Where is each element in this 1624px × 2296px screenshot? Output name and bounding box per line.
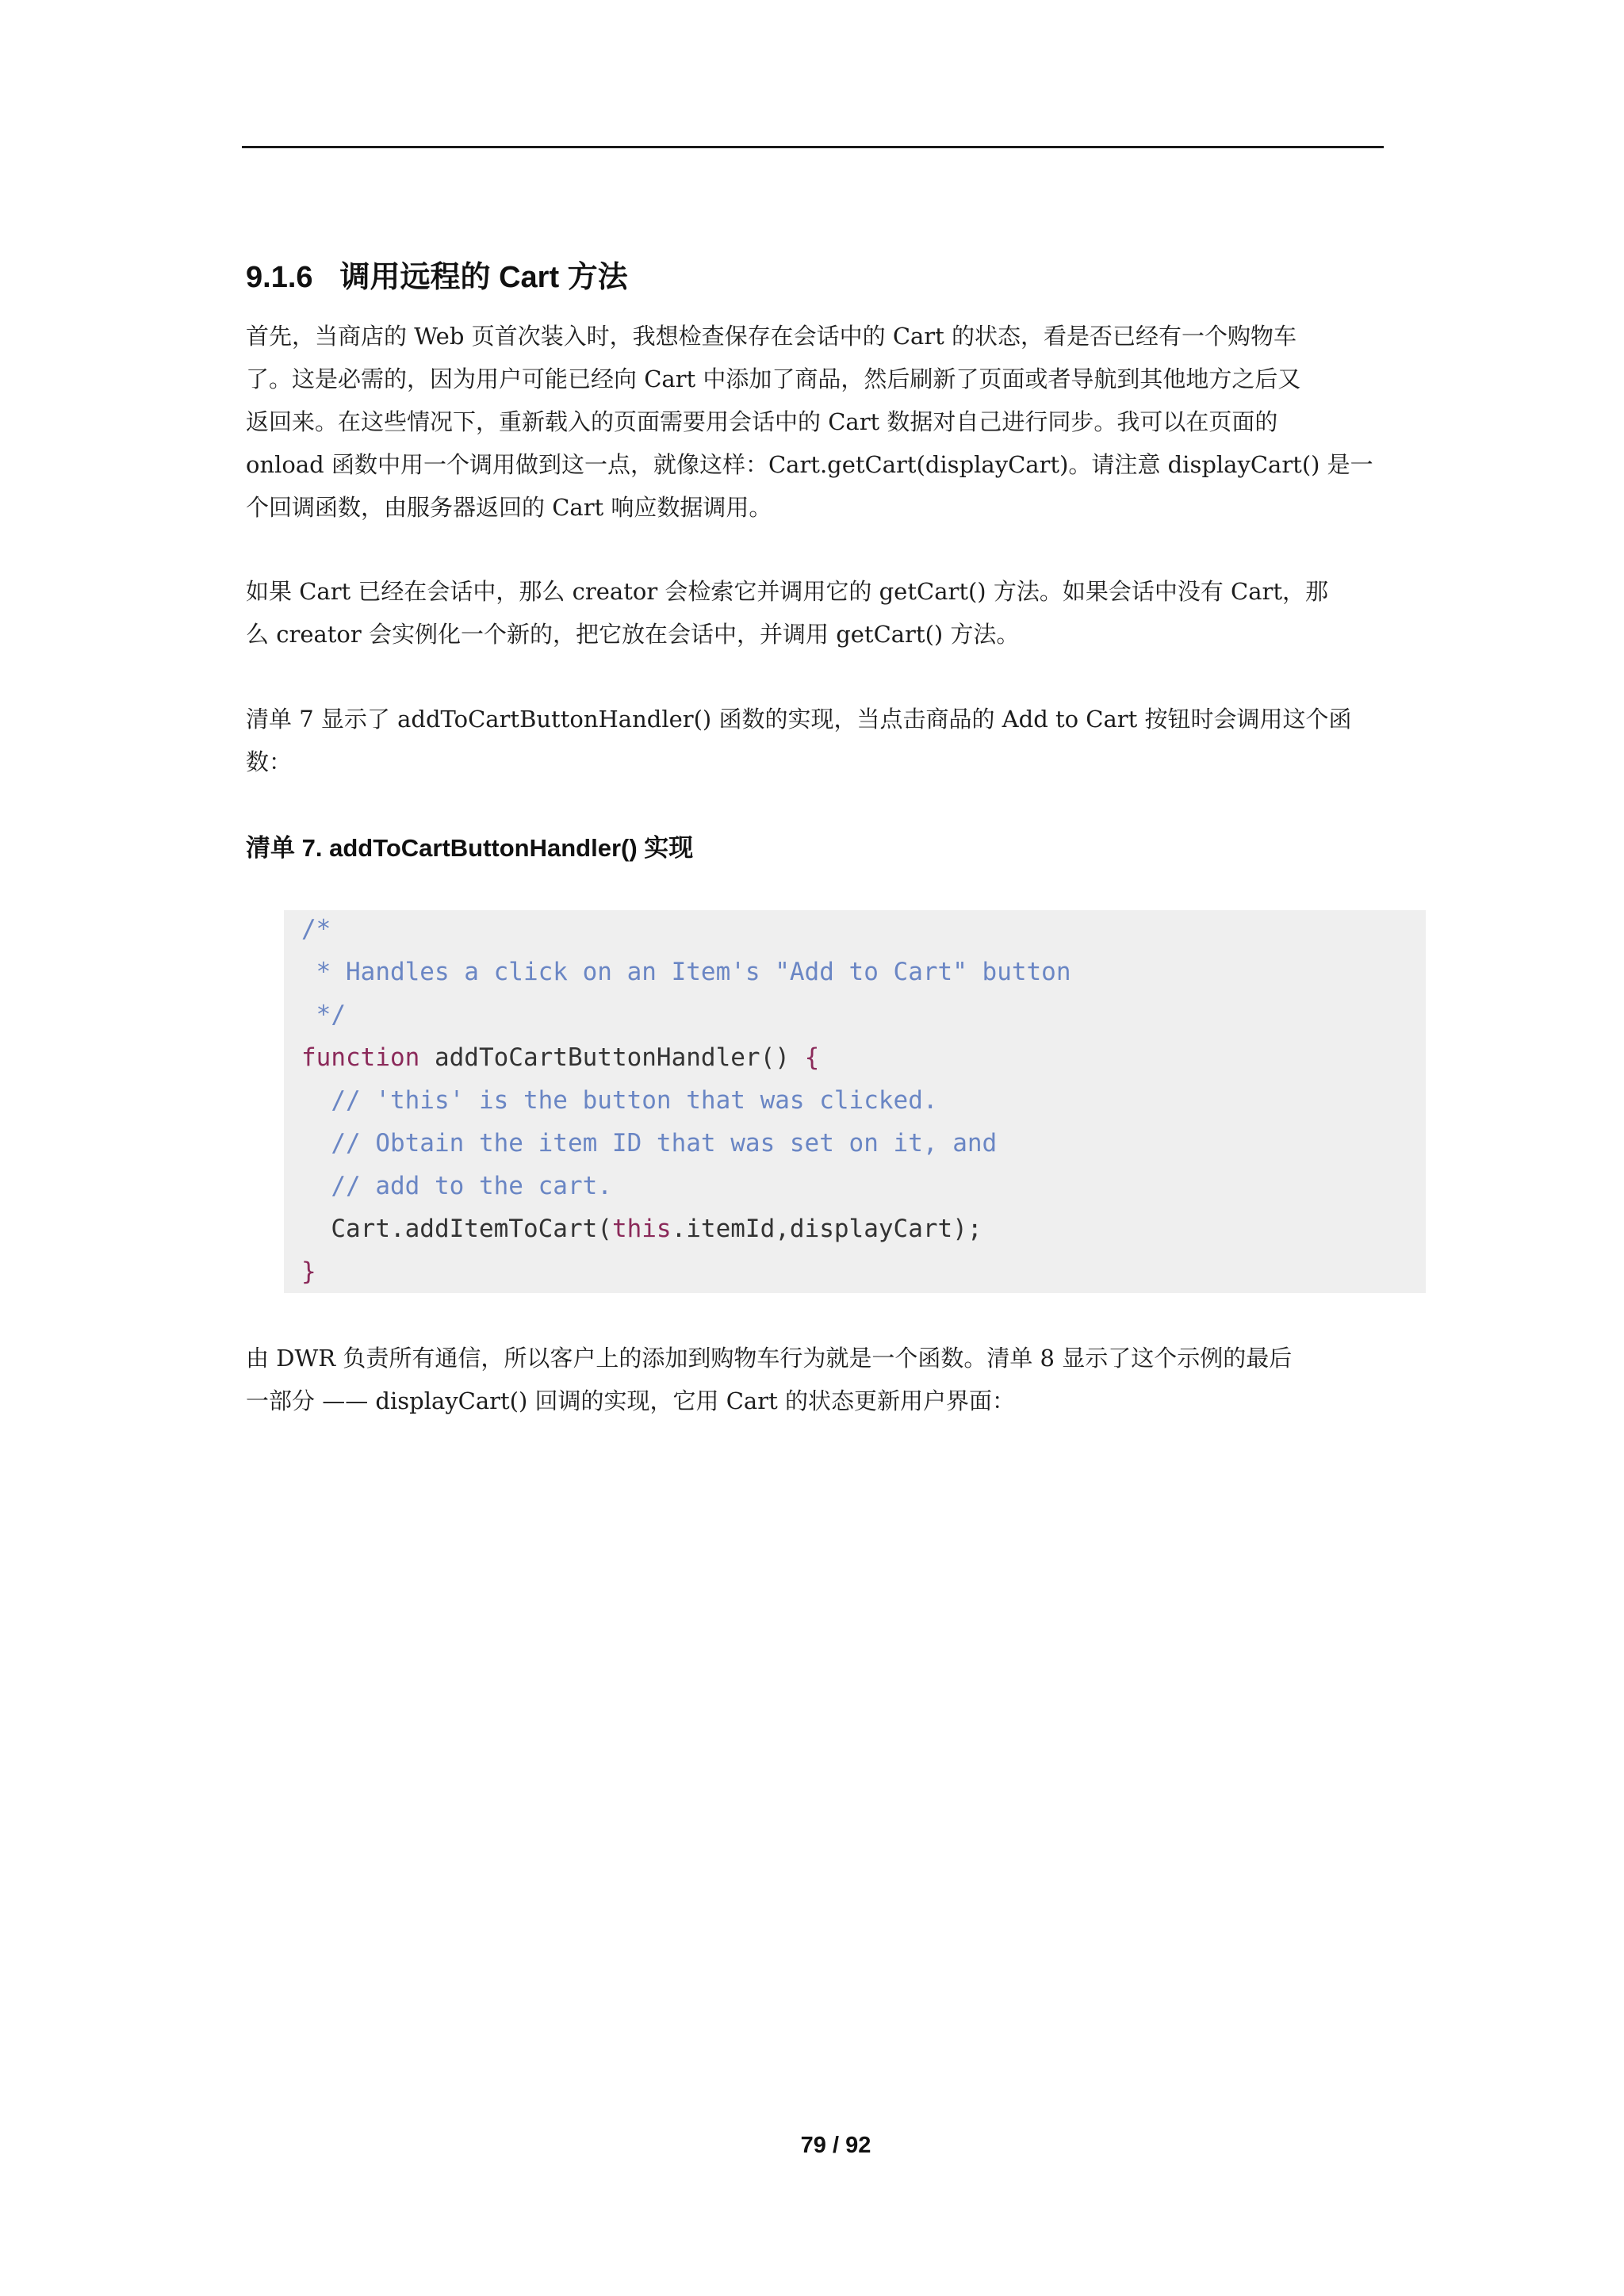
code-keyword: this (611, 1215, 672, 1243)
paragraph-line: 首先，当商店的 Web 页首次装入时，我想检查保存在会话中的 Cart 的状态，看是否已经有一个购物车 (246, 323, 1297, 350)
code-line: // add to the cart. (301, 1172, 612, 1200)
code-function-name: addToCartButtonHandler() (419, 1043, 805, 1072)
paragraph-line: 清单 7 显示了 addToCartButtonHandler() 函数的实现，当点击商品的 Add to Cart 按钮时会调用这个函 (246, 706, 1352, 733)
paragraph-line: 么 creator 会实例化一个新的，把它放在会话中，并调用 getCart() 方法。 (246, 621, 1020, 648)
code-line: * Handles a click on an Item's "Add to Cart" button (301, 958, 1071, 986)
header-rule (242, 146, 1384, 148)
code-line: // Obtain the item ID that was set on it, and (301, 1129, 998, 1158)
paragraph-line: 了。这是必需的，因为用户可能已经向 Cart 中添加了商品，然后刷新了页面或者导航到其他地方之后又 (246, 365, 1301, 392)
section-title: 调用远程的 Cart 方法 (339, 261, 628, 294)
paragraph-line: onload 函数中用一个调用做到这一点，就像这样：Cart.getCart(displayCart)。请注意 displayCart() 是一 (246, 451, 1373, 478)
section-number: 9.1.6 (246, 261, 313, 294)
page-number: 79 / 92 (800, 2133, 871, 2158)
code-brace: { (804, 1043, 820, 1072)
listing-title: 清单 7. addToCartButtonHandler() 实现 (246, 834, 694, 862)
code-line (301, 1042, 819, 1073)
code-call-args: .itemId,displayCart); (671, 1215, 982, 1243)
paragraph-line: 由 DWR 负责所有通信，所以客户上的添加到购物车行为就是一个函数。清单 8 显示了这个示例的最后 (246, 1345, 1293, 1372)
section-heading (246, 252, 628, 296)
code-listing (284, 910, 1426, 1293)
code-keyword: function (301, 1043, 420, 1072)
paragraph-line: 一部分 —— displayCart() 回调的实现，它用 Cart 的状态更新用户界面： (246, 1387, 1015, 1414)
paragraph-dwr (246, 1337, 1380, 1422)
paragraph-line: 个回调函数，由服务器返回的 Cart 响应数据调用。 (246, 494, 772, 521)
code-line: /* (301, 915, 331, 943)
paragraph-line: 如果 Cart 已经在会话中，那么 creator 会检索它并调用它的 getCart() 方法。如果会话中没有 Cart，那 (246, 578, 1329, 605)
code-line: } (301, 1257, 316, 1286)
code-line (301, 1213, 982, 1245)
paragraph-creator (246, 570, 1380, 656)
code-line: */ (301, 1001, 346, 1029)
paragraph-line: 数： (246, 748, 293, 775)
paragraph-cart-state (246, 315, 1380, 529)
paragraph-line: 返回来。在这些情况下，重新载入的页面需要用会话中的 Cart 数据对自己进行同步。我可以在页面的 (246, 408, 1278, 435)
code-line: // 'this' is the button that was clicked. (301, 1086, 938, 1115)
paragraph-listing-intro (246, 698, 1380, 783)
code-call: Cart.addItemToCart( (301, 1215, 612, 1243)
